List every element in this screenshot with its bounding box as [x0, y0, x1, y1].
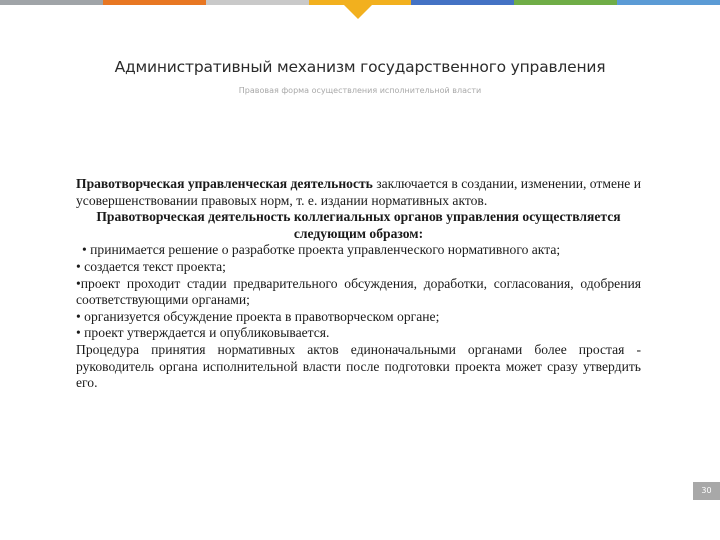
top-bar-segment	[617, 0, 720, 5]
list-item: • принимается решение о разработке проекта управленческого нормативного акта;	[82, 242, 561, 258]
top-pointer-triangle	[344, 5, 372, 19]
list-item: • организуется обсуждение проекта в правотворческом органе;	[76, 308, 440, 324]
slide-title: Административный механизм государственного управления	[114, 58, 606, 76]
slide-subtitle: Правовая форма осуществления исполнительной власти	[238, 86, 482, 95]
list-item: •проект проходит стадии предварительного обсуждения, доработки, согласования, одобрения соответствующими органами;	[76, 275, 641, 308]
intro-term: Правотворческая управленческая деятельность	[76, 176, 373, 191]
intro-paragraph	[76, 176, 641, 209]
top-bar-segment	[0, 0, 103, 5]
page-number: 30	[693, 482, 720, 500]
list-item: • создается текст проекта;	[76, 258, 226, 274]
intro-text: заключается в создании, изменении, отмене и усовершенствовании правовых норм, т. е. издании нормативных актов.	[76, 176, 641, 208]
top-bar-segment	[206, 0, 309, 5]
closing-paragraph: Процедура принятия нормативных актов единоначальными органами более простая - руководитель органа исполнительной власти после подготовки проекта может сразу утвердить его.	[76, 341, 641, 391]
section-heading: Правотворческая деятельность коллегиальных органов управления осуществляется следующим образом:	[96, 209, 621, 241]
top-bar-segment	[411, 0, 514, 5]
top-bar-segment	[514, 0, 617, 5]
list-item: • проект утверждается и опубликовывается.	[76, 325, 330, 341]
slide-body	[76, 176, 641, 392]
top-bar-segment	[103, 0, 206, 5]
